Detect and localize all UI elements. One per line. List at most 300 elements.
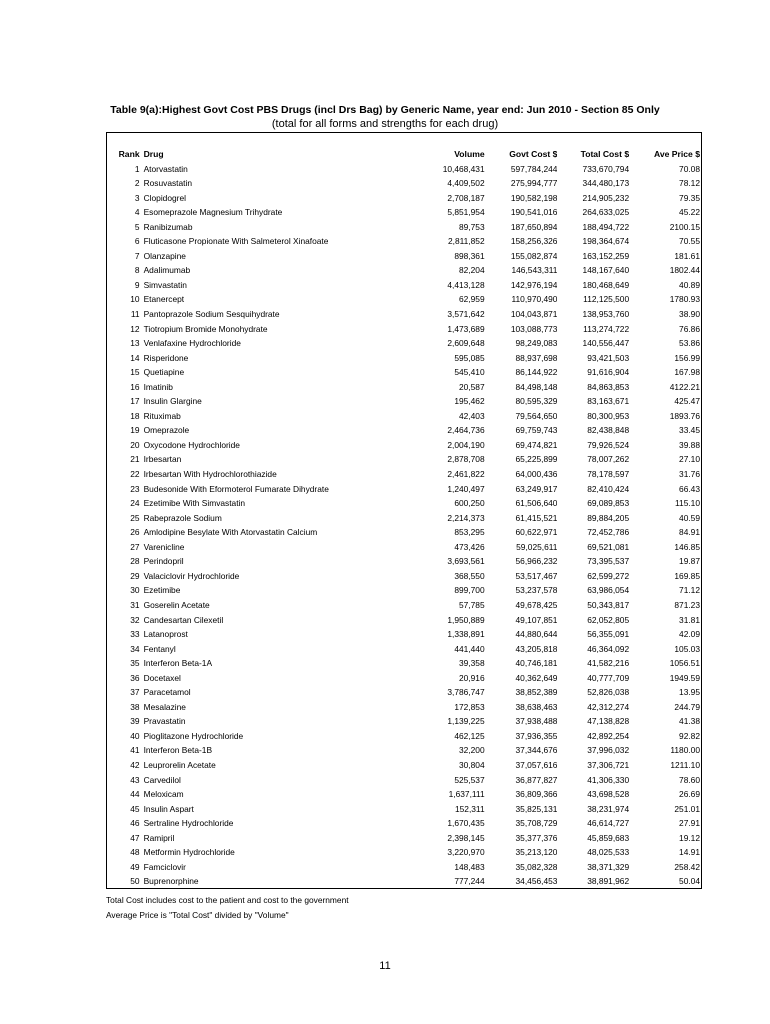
total-cost-cell: 38,231,974 xyxy=(587,803,630,814)
table-row xyxy=(106,613,702,628)
govt-cost-cell: 40,746,181 xyxy=(515,658,558,669)
ave-price-cell: 251.01 xyxy=(674,803,700,814)
total-cost-cell: 78,007,262 xyxy=(587,454,630,465)
volume-cell: 3,220,970 xyxy=(447,847,485,858)
table-row xyxy=(106,802,702,817)
govt-cost-cell: 43,205,818 xyxy=(515,643,558,654)
rank-cell: 38 xyxy=(130,701,140,712)
volume-cell: 777,244 xyxy=(454,876,485,887)
rank-cell: 18 xyxy=(130,410,140,421)
ave-price-cell: 50.04 xyxy=(679,876,700,887)
rank-cell: 2 xyxy=(134,178,140,189)
govt-cost-cell: 64,000,436 xyxy=(515,469,558,480)
drug-name-cell: Oxycodone Hydrochloride xyxy=(143,439,240,450)
rank-cell: 40 xyxy=(130,730,140,741)
drug-name-cell: Esomeprazole Magnesium Trihydrate xyxy=(143,207,283,218)
drug-name-cell: Irbesartan xyxy=(143,454,182,465)
govt-cost-cell: 59,025,611 xyxy=(516,541,558,552)
table-row xyxy=(106,191,702,206)
drug-name-cell: Perindopril xyxy=(143,556,184,567)
govt-cost-cell: 190,541,016 xyxy=(510,207,558,218)
rank-cell: 42 xyxy=(130,759,140,770)
volume-cell: 148,483 xyxy=(454,861,485,872)
drug-name-cell: Ranibizumab xyxy=(143,221,193,232)
ave-price-cell: 31.76 xyxy=(679,469,700,480)
ave-price-cell: 66.43 xyxy=(679,483,700,494)
total-cost-cell: 113,274,722 xyxy=(583,323,630,334)
drug-name-cell: Famciclovir xyxy=(143,861,186,872)
volume-cell: 1,473,689 xyxy=(447,323,485,334)
ave-price-cell: 13.95 xyxy=(679,687,700,698)
volume-cell: 899,700 xyxy=(454,585,485,596)
govt-cost-cell: 155,082,874 xyxy=(510,250,558,261)
total-cost-cell: 148,167,640 xyxy=(582,265,630,276)
volume-cell: 898,361 xyxy=(454,250,485,261)
rank-cell: 12 xyxy=(130,323,140,334)
govt-cost-cell: 36,809,366 xyxy=(515,789,558,800)
table-row xyxy=(106,583,702,598)
rank-cell: 3 xyxy=(134,192,140,203)
ave-price-cell: 53.86 xyxy=(679,338,700,349)
govt-cost-cell: 56,966,232 xyxy=(515,556,558,567)
drug-name-cell: Mesalazine xyxy=(143,701,186,712)
ave-price-cell: 244.79 xyxy=(674,701,700,712)
rank-cell: 34 xyxy=(130,643,140,654)
table-row xyxy=(106,787,702,802)
volume-cell: 368,550 xyxy=(454,570,485,581)
table-row xyxy=(106,409,702,424)
rank-cell: 35 xyxy=(130,658,140,669)
total-cost-cell: 83,163,671 xyxy=(587,396,630,407)
ave-price-cell: 1802.44 xyxy=(669,265,700,276)
total-cost-cell: 47,138,828 xyxy=(587,716,630,727)
drug-name-cell: Rosuvastatin xyxy=(143,178,193,189)
govt-cost-cell: 142,976,194 xyxy=(510,279,558,290)
ave-price-cell: 78.60 xyxy=(679,774,700,785)
volume-cell: 525,537 xyxy=(454,774,485,785)
table-row xyxy=(106,831,702,846)
total-cost-cell: 91,616,904 xyxy=(587,367,630,378)
drug-name-cell: Carvedilol xyxy=(143,774,181,785)
drug-name-cell: Tiotropium Bromide Monohydrate xyxy=(143,323,268,334)
table-body xyxy=(106,162,702,889)
volume-cell: 853,295 xyxy=(454,527,485,538)
total-cost-cell: 48,025,533 xyxy=(587,847,630,858)
total-cost-cell: 82,410,424 xyxy=(587,483,630,494)
table-row xyxy=(106,482,702,497)
rank-cell: 8 xyxy=(134,265,140,276)
table-row xyxy=(106,351,702,366)
rank-cell: 17 xyxy=(130,396,140,407)
ave-price-cell: 40.89 xyxy=(679,279,700,290)
volume-cell: 195,462 xyxy=(454,396,485,407)
ave-price-cell: 84.91 xyxy=(679,527,700,538)
total-cost-cell: 163,152,259 xyxy=(582,250,630,261)
drug-name-cell: Rabeprazole Sodium xyxy=(143,512,222,523)
volume-cell: 1,139,225 xyxy=(447,716,485,727)
header-ave-price: Ave Price $ xyxy=(653,149,700,159)
volume-cell: 2,398,145 xyxy=(447,832,485,843)
total-cost-cell: 52,826,038 xyxy=(587,687,630,698)
volume-cell: 5,851,954 xyxy=(447,207,485,218)
govt-cost-cell: 69,474,821 xyxy=(515,439,558,450)
rank-cell: 37 xyxy=(130,687,140,698)
total-cost-cell: 63,986,054 xyxy=(587,585,630,596)
table-row xyxy=(106,656,702,671)
total-cost-cell: 180,468,649 xyxy=(582,279,630,290)
drug-name-cell: Quetiapine xyxy=(143,367,185,378)
total-cost-cell: 89,884,205 xyxy=(587,512,630,523)
total-cost-cell: 41,582,216 xyxy=(587,658,630,669)
govt-cost-cell: 146,543,311 xyxy=(511,265,558,276)
volume-cell: 2,461,822 xyxy=(447,469,485,480)
govt-cost-cell: 35,708,729 xyxy=(515,818,558,829)
govt-cost-cell: 40,362,649 xyxy=(515,672,558,683)
rank-cell: 16 xyxy=(130,381,140,392)
total-cost-cell: 46,614,727 xyxy=(587,818,630,829)
drug-name-cell: Ramipril xyxy=(143,832,175,843)
table-row xyxy=(106,729,702,744)
ave-price-cell: 115.10 xyxy=(675,498,700,509)
rank-cell: 6 xyxy=(134,236,140,247)
table-row xyxy=(106,336,702,351)
table-row xyxy=(106,845,702,860)
volume-cell: 600,250 xyxy=(454,498,485,509)
drug-name-cell: Candesartan Cilexetil xyxy=(143,614,224,625)
rank-cell: 11 xyxy=(130,309,140,320)
total-cost-cell: 42,892,254 xyxy=(587,730,630,741)
total-cost-cell: 37,996,032 xyxy=(587,745,630,756)
rank-cell: 33 xyxy=(130,629,140,640)
volume-cell: 441,440 xyxy=(454,643,485,654)
ave-price-cell: 27.10 xyxy=(679,454,700,465)
govt-cost-cell: 37,057,616 xyxy=(515,759,558,770)
ave-price-cell: 33.45 xyxy=(679,425,700,436)
table-row xyxy=(106,598,702,613)
volume-cell: 32,200 xyxy=(459,745,485,756)
table-row xyxy=(106,438,702,453)
ave-price-cell: 105.03 xyxy=(674,643,700,654)
table-row xyxy=(106,714,702,729)
govt-cost-cell: 63,249,917 xyxy=(515,483,558,494)
total-cost-cell: 38,891,962 xyxy=(587,876,630,887)
drug-name-cell: Ezetimibe With Simvastatin xyxy=(143,498,246,509)
govt-cost-cell: 103,088,773 xyxy=(510,323,558,334)
volume-cell: 3,693,561 xyxy=(447,556,485,567)
header-rank: Rank xyxy=(118,149,140,159)
volume-cell: 2,214,373 xyxy=(447,512,485,523)
rank-cell: 29 xyxy=(130,570,140,581)
table-row xyxy=(106,569,702,584)
drug-cost-table xyxy=(106,147,702,889)
ave-price-cell: 156.99 xyxy=(674,352,700,363)
ave-price-cell: 70.08 xyxy=(679,163,700,174)
drug-name-cell: Simvastatin xyxy=(143,279,187,290)
rank-cell: 5 xyxy=(134,221,140,232)
total-cost-cell: 80,300,953 xyxy=(587,410,630,421)
ave-price-cell: 26.69 xyxy=(679,789,700,800)
table-row xyxy=(106,234,702,249)
total-cost-cell: 82,438,848 xyxy=(587,425,630,436)
rank-cell: 49 xyxy=(130,861,140,872)
ave-price-cell: 41.38 xyxy=(679,716,700,727)
govt-cost-cell: 37,936,355 xyxy=(515,730,558,741)
rank-cell: 44 xyxy=(130,789,140,800)
table-row xyxy=(106,162,702,177)
drug-name-cell: Omeprazole xyxy=(143,425,190,436)
govt-cost-cell: 49,678,425 xyxy=(515,599,558,610)
govt-cost-cell: 110,970,490 xyxy=(511,294,558,305)
table-row xyxy=(106,642,702,657)
drug-name-cell: Ezetimibe xyxy=(143,585,181,596)
govt-cost-cell: 37,938,488 xyxy=(515,716,558,727)
ave-price-cell: 45.22 xyxy=(679,207,700,218)
govt-cost-cell: 38,638,463 xyxy=(515,701,558,712)
govt-cost-cell: 61,506,640 xyxy=(515,498,558,509)
page-number: 11 xyxy=(379,960,391,972)
govt-cost-cell: 79,564,650 xyxy=(515,410,558,421)
total-cost-cell: 84,863,853 xyxy=(587,381,630,392)
header-govt-cost: Govt Cost $ xyxy=(509,149,558,159)
table-header-row xyxy=(106,147,702,162)
volume-cell: 2,878,708 xyxy=(447,454,485,465)
total-cost-cell: 198,364,674 xyxy=(582,236,630,247)
total-cost-cell: 264,633,025 xyxy=(582,207,630,218)
ave-price-cell: 78.12 xyxy=(679,178,700,189)
drug-name-cell: Varenicline xyxy=(143,541,185,552)
table-row xyxy=(106,496,702,511)
ave-price-cell: 425.47 xyxy=(674,396,700,407)
volume-cell: 1,637,111 xyxy=(448,789,485,800)
header-volume: Volume xyxy=(454,149,485,159)
table-row xyxy=(106,452,702,467)
drug-name-cell: Latanoprost xyxy=(143,629,188,640)
ave-price-cell: 167.98 xyxy=(674,367,700,378)
drug-name-cell: Pravastatin xyxy=(143,716,186,727)
volume-cell: 4,413,128 xyxy=(447,279,485,290)
govt-cost-cell: 80,595,329 xyxy=(515,396,558,407)
total-cost-cell: 38,371,329 xyxy=(587,861,630,872)
rank-cell: 10 xyxy=(130,294,140,305)
total-cost-cell: 344,480,173 xyxy=(582,178,630,189)
table-title: Table 9(a):Highest Govt Cost PBS Drugs (incl Drs Bag) by Generic Name, year end: Jun 2010 - Section 85 Only xyxy=(110,104,660,116)
total-cost-cell: 733,670,794 xyxy=(582,163,630,174)
ave-price-cell: 181.61 xyxy=(674,250,700,261)
rank-cell: 30 xyxy=(130,585,140,596)
rank-cell: 43 xyxy=(130,774,140,785)
table-row xyxy=(106,307,702,322)
drug-name-cell: Clopidogrel xyxy=(143,192,186,203)
volume-cell: 3,786,747 xyxy=(447,687,485,698)
ave-price-cell: 146.85 xyxy=(674,541,700,552)
drug-name-cell: Docetaxel xyxy=(143,672,181,683)
ave-price-cell: 14.91 xyxy=(679,847,700,858)
govt-cost-cell: 44,880,644 xyxy=(515,629,558,640)
drug-name-cell: Rituximab xyxy=(143,410,181,421)
total-cost-cell: 69,521,081 xyxy=(587,541,630,552)
rank-cell: 47 xyxy=(130,832,140,843)
ave-price-cell: 1949.59 xyxy=(669,672,700,683)
rank-cell: 22 xyxy=(130,469,140,480)
drug-name-cell: Risperidone xyxy=(143,352,189,363)
ave-price-cell: 31.81 xyxy=(679,614,700,625)
drug-name-cell: Interferon Beta-1A xyxy=(143,658,213,669)
ave-price-cell: 1211.10 xyxy=(670,759,700,770)
drug-name-cell: Metformin Hydrochloride xyxy=(143,847,235,858)
table-row xyxy=(106,700,702,715)
govt-cost-cell: 35,213,120 xyxy=(515,847,558,858)
drug-name-cell: Insulin Aspart xyxy=(143,803,194,814)
govt-cost-cell: 35,825,131 xyxy=(515,803,558,814)
total-cost-cell: 41,306,330 xyxy=(587,774,630,785)
volume-cell: 10,468,431 xyxy=(442,163,485,174)
rank-cell: 23 xyxy=(130,483,140,494)
drug-name-cell: Pioglitazone Hydrochloride xyxy=(143,730,244,741)
table-row xyxy=(106,773,702,788)
rank-cell: 7 xyxy=(134,250,140,261)
volume-cell: 172,853 xyxy=(454,701,485,712)
ave-price-cell: 27.91 xyxy=(679,818,700,829)
govt-cost-cell: 36,877,827 xyxy=(515,774,558,785)
govt-cost-cell: 158,256,326 xyxy=(510,236,558,247)
rank-cell: 36 xyxy=(130,672,140,683)
ave-price-cell: 42.09 xyxy=(679,629,700,640)
total-cost-cell: 56,355,091 xyxy=(587,629,630,640)
govt-cost-cell: 69,759,743 xyxy=(515,425,558,436)
total-cost-cell: 46,364,092 xyxy=(587,643,630,654)
drug-name-cell: Adalimumab xyxy=(143,265,191,276)
rank-cell: 50 xyxy=(130,876,140,887)
volume-cell: 89,753 xyxy=(459,221,485,232)
ave-price-cell: 71.12 xyxy=(679,585,700,596)
total-cost-cell: 140,556,447 xyxy=(582,338,630,349)
total-cost-cell: 45,859,683 xyxy=(587,832,630,843)
header-total-cost: Total Cost $ xyxy=(580,149,630,159)
drug-name-cell: Budesonide With Eformoterol Fumarate Dihydrate xyxy=(143,483,329,494)
govt-cost-cell: 86,144,922 xyxy=(515,367,558,378)
table-row xyxy=(106,743,702,758)
govt-cost-cell: 88,937,698 xyxy=(515,352,558,363)
total-cost-cell: 73,395,537 xyxy=(587,556,630,567)
ave-price-cell: 76.86 xyxy=(679,323,700,334)
footnote-total-cost: Total Cost includes cost to the patient and cost to the government xyxy=(106,895,349,905)
volume-cell: 20,916 xyxy=(459,672,485,683)
rank-cell: 1 xyxy=(134,163,140,174)
drug-name-cell: Venlafaxine Hydrochloride xyxy=(143,338,241,349)
govt-cost-cell: 53,237,578 xyxy=(515,585,558,596)
drug-name-cell: Leuprorelin Acetate xyxy=(143,759,216,770)
ave-price-cell: 92.82 xyxy=(679,730,700,741)
volume-cell: 152,311 xyxy=(454,803,485,814)
total-cost-cell: 72,452,786 xyxy=(587,527,630,538)
drug-name-cell: Imatinib xyxy=(143,381,173,392)
volume-cell: 1,670,435 xyxy=(447,818,485,829)
govt-cost-cell: 65,225,899 xyxy=(515,454,558,465)
total-cost-cell: 79,926,524 xyxy=(587,439,630,450)
govt-cost-cell: 84,498,148 xyxy=(515,381,558,392)
rank-cell: 48 xyxy=(130,847,140,858)
total-cost-cell: 42,312,274 xyxy=(587,701,630,712)
table-row xyxy=(106,758,702,773)
rank-cell: 39 xyxy=(130,716,140,727)
volume-cell: 42,403 xyxy=(459,410,485,421)
volume-cell: 2,708,187 xyxy=(447,192,485,203)
ave-price-cell: 1056.51 xyxy=(669,658,700,669)
volume-cell: 473,426 xyxy=(454,541,485,552)
rank-cell: 4 xyxy=(134,207,140,218)
govt-cost-cell: 49,107,851 xyxy=(515,614,558,625)
govt-cost-cell: 187,650,894 xyxy=(510,221,558,232)
volume-cell: 57,785 xyxy=(459,599,485,610)
volume-cell: 1,950,889 xyxy=(447,614,485,625)
total-cost-cell: 69,089,853 xyxy=(587,498,630,509)
volume-cell: 2,004,190 xyxy=(447,439,485,450)
ave-price-cell: 1893.76 xyxy=(669,410,700,421)
govt-cost-cell: 38,852,389 xyxy=(515,687,558,698)
govt-cost-cell: 61,415,521 xyxy=(515,512,558,523)
drug-name-cell: Irbesartan With Hydrochlorothiazide xyxy=(143,469,277,480)
total-cost-cell: 62,052,805 xyxy=(587,614,630,625)
drug-name-cell: Paracetamol xyxy=(143,687,191,698)
volume-cell: 1,240,497 xyxy=(447,483,485,494)
volume-cell: 2,609,648 xyxy=(447,338,485,349)
ave-price-cell: 1780.93 xyxy=(669,294,700,305)
rank-cell: 14 xyxy=(130,352,140,363)
govt-cost-cell: 53,517,467 xyxy=(515,570,558,581)
table-row xyxy=(106,292,702,307)
ave-price-cell: 40.59 xyxy=(679,512,700,523)
drug-name-cell: Valaciclovir Hydrochloride xyxy=(143,570,240,581)
table-row xyxy=(106,525,702,540)
ave-price-cell: 70.55 xyxy=(679,236,700,247)
total-cost-cell: 50,343,817 xyxy=(587,599,630,610)
drug-name-cell: Pantoprazole Sodium Sesquihydrate xyxy=(143,309,280,320)
volume-cell: 39,358 xyxy=(459,658,485,669)
govt-cost-cell: 35,082,328 xyxy=(515,861,558,872)
ave-price-cell: 19.12 xyxy=(679,832,700,843)
table-row xyxy=(106,860,702,875)
volume-cell: 2,811,852 xyxy=(447,236,485,247)
drug-name-cell: Fentanyl xyxy=(143,643,176,654)
footnote-average-price: Average Price is "Total Cost" divided by "Volume" xyxy=(106,910,289,920)
table-row xyxy=(106,365,702,380)
volume-cell: 595,085 xyxy=(454,352,485,363)
drug-name-cell: Olanzapine xyxy=(143,250,186,261)
rank-cell: 21 xyxy=(130,454,140,465)
rank-cell: 32 xyxy=(130,614,140,625)
govt-cost-cell: 98,249,083 xyxy=(515,338,558,349)
table-row xyxy=(106,278,702,293)
total-cost-cell: 43,698,528 xyxy=(587,789,630,800)
govt-cost-cell: 35,377,376 xyxy=(515,832,558,843)
total-cost-cell: 62,599,272 xyxy=(587,570,630,581)
drug-name-cell: Sertraline Hydrochloride xyxy=(143,818,234,829)
rank-cell: 28 xyxy=(130,556,140,567)
volume-cell: 545,410 xyxy=(454,367,485,378)
table-row xyxy=(106,205,702,220)
rank-cell: 19 xyxy=(130,425,140,436)
ave-price-cell: 79.35 xyxy=(679,192,700,203)
table-row xyxy=(106,671,702,686)
total-cost-cell: 40,777,709 xyxy=(587,672,630,683)
volume-cell: 1,338,891 xyxy=(447,629,485,640)
rank-cell: 31 xyxy=(130,599,140,610)
govt-cost-cell: 190,582,198 xyxy=(510,192,558,203)
drug-name-cell: Buprenorphine xyxy=(143,876,199,887)
table-row xyxy=(106,540,702,555)
table-row xyxy=(106,322,702,337)
ave-price-cell: 258.42 xyxy=(674,861,700,872)
